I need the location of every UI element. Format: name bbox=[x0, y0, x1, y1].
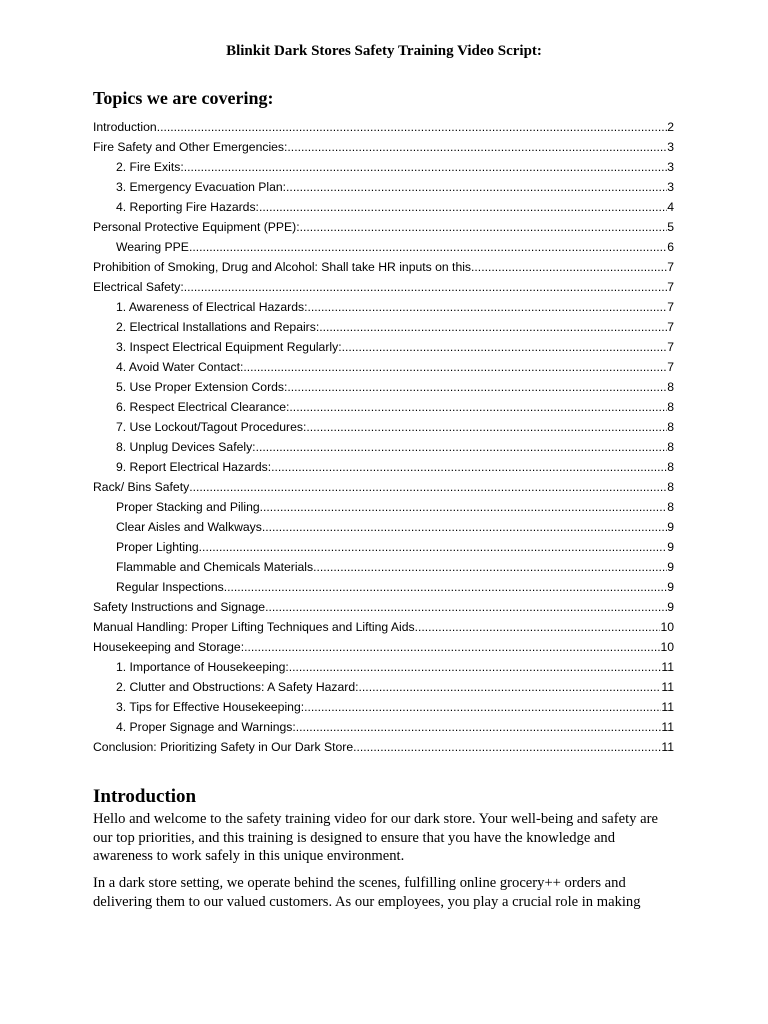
toc-entry[interactable] bbox=[93, 257, 674, 277]
toc-entry-text: 3. Emergency Evacuation Plan: bbox=[116, 180, 287, 194]
toc-entry[interactable] bbox=[93, 737, 674, 757]
toc-leader-dots bbox=[271, 457, 667, 477]
toc-leader-dots bbox=[289, 657, 662, 677]
toc-leader-dots bbox=[184, 277, 667, 297]
toc-entry-text: 1. Importance of Housekeeping: bbox=[116, 660, 289, 674]
toc-leader-dots bbox=[262, 517, 667, 537]
toc-leader-dots bbox=[287, 377, 667, 397]
toc-leader-dots bbox=[359, 677, 662, 697]
toc-leader-dots bbox=[319, 317, 667, 337]
toc-leader-dots bbox=[286, 177, 667, 197]
toc-page-number: 5 bbox=[667, 220, 674, 234]
toc-page-number: 11 bbox=[661, 720, 674, 734]
toc-leader-dots bbox=[259, 197, 667, 217]
toc-entry-text: 8. Unplug Devices Safely: bbox=[116, 440, 256, 454]
toc-leader-dots bbox=[244, 637, 660, 657]
toc-entry[interactable] bbox=[93, 157, 674, 177]
toc-entry-text: Clear Aisles and Walkways bbox=[116, 520, 262, 534]
toc-entry-text: Regular Inspections bbox=[116, 580, 224, 594]
toc-leader-dots bbox=[296, 717, 662, 737]
toc-entry-text: 4. Proper Signage and Warnings: bbox=[116, 720, 296, 734]
toc-entry-text: Electrical Safety: bbox=[93, 280, 184, 294]
toc-entry[interactable] bbox=[93, 557, 674, 577]
toc-leader-dots bbox=[256, 437, 668, 457]
toc-entry-text: Introduction bbox=[93, 120, 157, 134]
toc-leader-dots bbox=[353, 737, 661, 757]
toc-entry-text: 2. Fire Exits: bbox=[116, 160, 184, 174]
toc-entry[interactable] bbox=[93, 437, 674, 457]
toc-page-number: 7 bbox=[667, 260, 674, 274]
introduction-heading: Introduction bbox=[93, 786, 197, 807]
toc-entry[interactable] bbox=[93, 397, 674, 417]
toc-entry-text: Housekeeping and Storage: bbox=[93, 640, 245, 654]
toc-entry[interactable] bbox=[93, 697, 674, 717]
toc-page-number: 8 bbox=[667, 480, 674, 494]
toc-entry[interactable] bbox=[93, 537, 674, 557]
toc-entry-text: Wearing PPE bbox=[116, 240, 189, 254]
toc-page-number: 8 bbox=[667, 380, 674, 394]
toc-entry-text: Safety Instructions and Signage bbox=[93, 600, 266, 614]
toc-entry[interactable] bbox=[93, 517, 674, 537]
toc-leader-dots bbox=[189, 477, 667, 497]
toc-page-number: 6 bbox=[667, 240, 674, 254]
toc-leader-dots bbox=[307, 297, 667, 317]
toc-entry-text: Personal Protective Equipment (PPE): bbox=[93, 220, 300, 234]
toc-leader-dots bbox=[189, 237, 667, 257]
toc-entry-text: 3. Inspect Electrical Equipment Regularly: bbox=[116, 340, 342, 354]
toc-entry[interactable] bbox=[93, 277, 674, 297]
toc-entry-text: 2. Electrical Installations and Repairs: bbox=[116, 320, 320, 334]
toc-page-number: 3 bbox=[667, 180, 674, 194]
toc-entry[interactable] bbox=[93, 317, 674, 337]
toc-entry[interactable] bbox=[93, 297, 674, 317]
toc-entry[interactable] bbox=[93, 337, 674, 357]
toc-leader-dots bbox=[313, 557, 667, 577]
toc-leader-dots bbox=[342, 337, 668, 357]
toc-leader-dots bbox=[199, 537, 668, 557]
toc-entry[interactable] bbox=[93, 637, 674, 657]
toc-entry[interactable] bbox=[93, 597, 674, 617]
toc-page-number: 7 bbox=[667, 360, 674, 374]
toc-entry-text: Rack/ Bins Safety bbox=[93, 480, 190, 494]
toc-entry[interactable] bbox=[93, 497, 674, 517]
toc-page-number: 9 bbox=[667, 600, 674, 614]
toc-entry-text: 1. Awareness of Electrical Hazards: bbox=[116, 300, 308, 314]
toc-leader-dots bbox=[304, 697, 661, 717]
toc-page-number: 3 bbox=[667, 140, 674, 154]
toc-page-number: 2 bbox=[667, 120, 674, 134]
toc-entry[interactable] bbox=[93, 717, 674, 737]
toc-entry[interactable] bbox=[93, 217, 674, 237]
toc-page-number: 9 bbox=[667, 580, 674, 594]
toc-entry[interactable] bbox=[93, 677, 674, 697]
toc-entry[interactable] bbox=[93, 617, 674, 637]
document-title: Blinkit Dark Stores Safety Training Video Script: bbox=[226, 43, 542, 59]
toc-entry[interactable] bbox=[93, 197, 674, 217]
toc-page-number: 10 bbox=[660, 640, 674, 654]
toc-page-number: 7 bbox=[667, 320, 674, 334]
toc-page-number: 8 bbox=[667, 460, 674, 474]
intro-paragraph: In a dark store setting, we operate behind the scenes, fulfilling online grocery++ orders and delivering them to our valued customers. As our employees, you play a crucial role in making bbox=[93, 875, 641, 910]
toc-page-number: 8 bbox=[667, 500, 674, 514]
toc-entry-text: Fire Safety and Other Emergencies: bbox=[93, 140, 288, 154]
toc-leader-dots bbox=[306, 417, 667, 437]
toc-entry-text: 3. Tips for Effective Housekeeping: bbox=[116, 700, 305, 714]
toc-entry[interactable] bbox=[93, 357, 674, 377]
toc-entry[interactable] bbox=[93, 377, 674, 397]
toc-entry[interactable] bbox=[93, 417, 674, 437]
toc-leader-dots bbox=[224, 577, 668, 597]
toc-entry-text: Proper Stacking and Piling bbox=[116, 500, 260, 514]
toc-page-number: 9 bbox=[667, 560, 674, 574]
toc-page-number: 9 bbox=[667, 520, 674, 534]
toc-page-number: 11 bbox=[661, 660, 674, 674]
toc-heading: Topics we are covering: bbox=[93, 88, 274, 108]
toc-entry-text: 5. Use Proper Extension Cords: bbox=[116, 380, 288, 394]
toc-entry[interactable] bbox=[93, 177, 674, 197]
toc-leader-dots bbox=[289, 397, 667, 417]
toc-leader-dots bbox=[471, 257, 667, 277]
toc-entry-text: 9. Report Electrical Hazards: bbox=[116, 460, 272, 474]
toc-entry-text: 7. Use Lockout/Tagout Procedures: bbox=[116, 420, 307, 434]
toc-entry[interactable] bbox=[93, 117, 674, 137]
toc-page-number: 7 bbox=[667, 300, 674, 314]
toc-leader-dots bbox=[300, 217, 668, 237]
toc-entry[interactable] bbox=[93, 137, 674, 157]
table-of-contents bbox=[93, 117, 674, 757]
toc-entry[interactable] bbox=[93, 237, 674, 257]
toc-entry[interactable] bbox=[93, 657, 674, 677]
toc-page-number: 8 bbox=[667, 440, 674, 454]
toc-page-number: 8 bbox=[667, 400, 674, 414]
toc-entry[interactable] bbox=[93, 577, 674, 597]
toc-page-number: 7 bbox=[667, 340, 674, 354]
toc-entry-text: Conclusion: Prioritizing Safety in Our Dark Store bbox=[93, 740, 354, 754]
toc-entry-text: 2. Clutter and Obstructions: A Safety Hazard: bbox=[116, 680, 359, 694]
toc-entry[interactable] bbox=[93, 477, 674, 497]
toc-page-number: 3 bbox=[667, 160, 674, 174]
toc-page-number: 8 bbox=[667, 420, 674, 434]
toc-entry-text: 4. Avoid Water Contact: bbox=[116, 360, 244, 374]
toc-entry-text: Flammable and Chemicals Materials bbox=[116, 560, 314, 574]
toc-leader-dots bbox=[287, 137, 667, 157]
intro-paragraph: Hello and welcome to the safety training video for our dark store. Your well-being and safety are our top priorities, and this training is designed to ensure that you have the knowledge and awareness to work safely in this unique environment. bbox=[93, 811, 658, 864]
toc-leader-dots bbox=[415, 617, 661, 637]
toc-leader-dots bbox=[157, 117, 668, 137]
toc-page-number: 11 bbox=[661, 740, 674, 754]
toc-entry[interactable] bbox=[93, 457, 674, 477]
toc-page-number: 11 bbox=[661, 700, 674, 714]
toc-leader-dots bbox=[243, 357, 667, 377]
toc-page-number: 10 bbox=[660, 620, 674, 634]
toc-entry-text: Proper Lighting bbox=[116, 540, 199, 554]
toc-page-number: 11 bbox=[661, 680, 674, 694]
toc-page-number: 4 bbox=[667, 200, 674, 214]
toc-entry-text: Manual Handling: Proper Lifting Techniques and Lifting Aids bbox=[93, 620, 415, 634]
toc-entry-text: Prohibition of Smoking, Drug and Alcohol: Shall take HR inputs on this bbox=[93, 260, 472, 274]
toc-entry-text: 4. Reporting Fire Hazards: bbox=[116, 200, 259, 214]
toc-entry-text: 6. Respect Electrical Clearance: bbox=[116, 400, 290, 414]
toc-leader-dots bbox=[184, 157, 667, 177]
toc-page-number: 9 bbox=[667, 540, 674, 554]
toc-leader-dots bbox=[260, 497, 668, 517]
toc-page-number: 7 bbox=[667, 280, 674, 294]
toc-leader-dots bbox=[265, 597, 667, 617]
